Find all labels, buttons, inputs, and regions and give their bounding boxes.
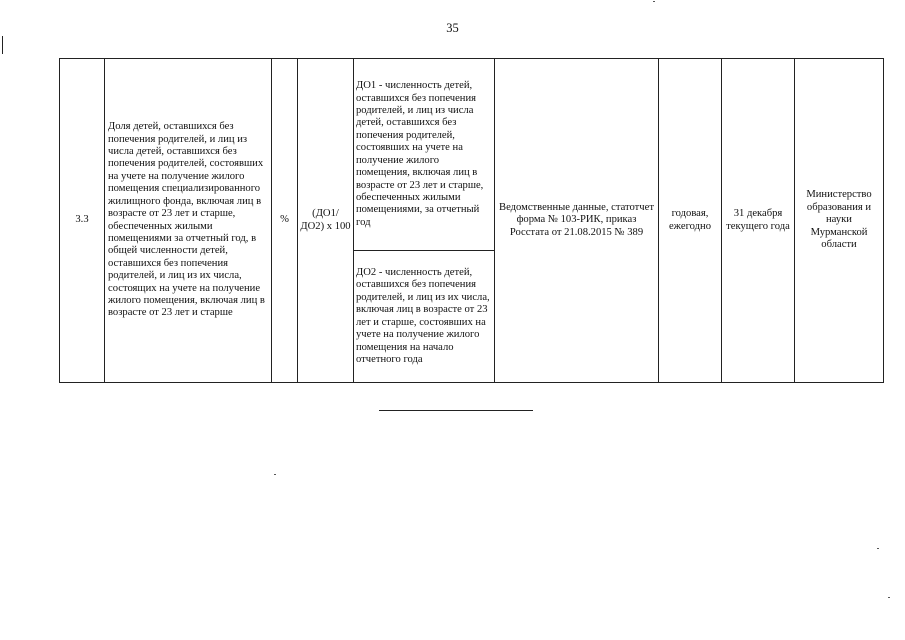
- scan-speck: [877, 548, 879, 549]
- variable-do2: ДО2 - численность детей, оставшихся без попечения родителей, и лиц из их числа, включая лиц в возрасте от 23 лет и старше, состоявших на учете на получение жилого помещения на начало отчетного года: [354, 251, 495, 383]
- table-row: [60, 59, 884, 251]
- row-number: 3.3: [60, 59, 105, 383]
- indicator-table: [59, 58, 884, 383]
- formula-cell: (ДО1/ ДО2) х 100: [298, 59, 354, 383]
- indicator-name: Доля детей, оставшихся без попечения родителей, и лиц из числа детей, оставшихся без попечения родителей, состоявших на учете на получение жилого помещения специализированного жилищного фонда, включая лиц в возрасте от 23 лет и старше, обеспеченных жилыми помещениями за отчетный год, в общей численности детей, оставшихся без попечения родителей, и лиц из их числа, состоящих на учете на получение жилого помещения, включая лиц в возрасте от 23 лет и старше: [105, 59, 272, 383]
- page-number: 35: [446, 21, 459, 35]
- scan-speck: [653, 1, 655, 2]
- responsible-cell: Министерство образования и науки Мурманской области: [795, 59, 884, 383]
- unit-cell: %: [272, 59, 298, 383]
- margin-mark: [2, 36, 3, 54]
- scan-speck: [274, 474, 276, 475]
- variable-do1: ДО1 - численность детей, оставшихся без попечения родителей, и лиц из числа детей, оставшихся без попечения родителей, состоявших на учете на получение жилого помещения, включая лиц в возрасте от 23 лет и старше, обеспеченных жилыми помещениями, за отчетный год: [354, 59, 495, 251]
- periodicity-cell: годовая, ежегодно: [659, 59, 722, 383]
- source-cell: Ведомственные данные, статотчет форма № 103-РИК, приказ Росстата от 21.08.2015 № 389: [495, 59, 659, 383]
- date-cell: 31 декабря текущего года: [722, 59, 795, 383]
- closing-rule: [379, 410, 533, 411]
- scan-speck: [888, 597, 890, 598]
